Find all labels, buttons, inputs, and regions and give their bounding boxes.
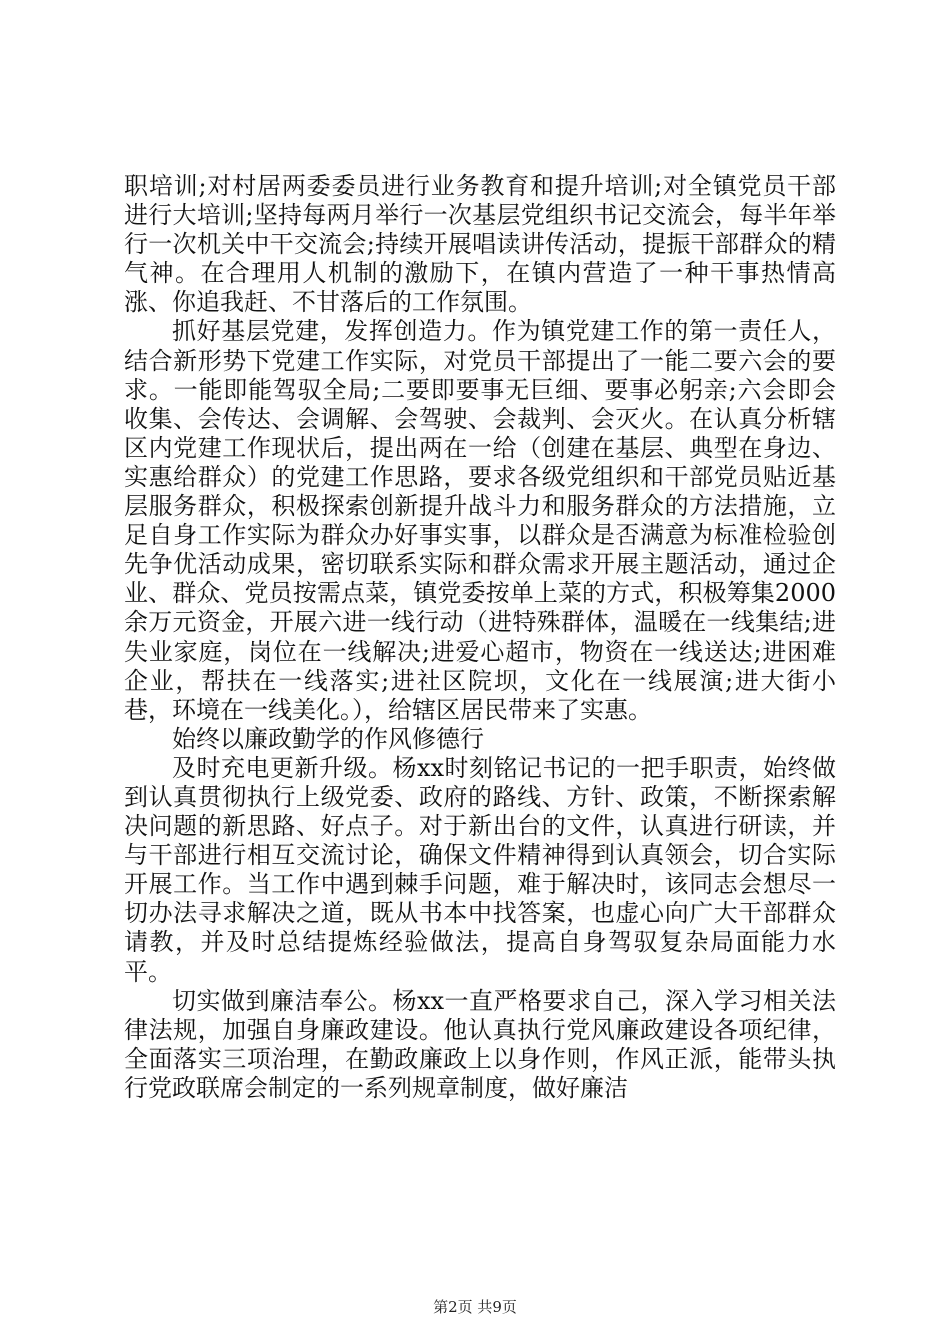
document-body (124, 172, 836, 1103)
page-footer: 第2页 共9页 (433, 1298, 517, 1316)
paragraph-party-building: 抓好基层党建，发挥创造力。作为镇党建工作的第一责任人，结合新形势下党建工作实际，对党员干部提出了一能二要六会的要求。一能即能驾驭全局;二要即要事无巨细、要事必躬亲;六会即会收集、会传达、会调解、会驾驶、会裁判、会灭火。在认真分析辖区内党建工作现状后，提出两在一给（创建在基层、典型在身边、实惠给群众）的党建工作思路，要求各级党组织和干部党员贴近基层服务群众，积极探索创新提升战斗力和服务群众的方法措施，立足自身工作实际为群众办好事实事，以群众是否满意为标准检验创先争优活动成果，密切联系实际和群众需求开展主题活动，通过企业、群众、党员按需点菜，镇党委按单上菜的方式，积极筹集2000余万元资金，开展六进一线行动（进特殊群体，温暖在一线集结;进失业家庭，岗位在一线解决;进爱心超市，物资在一线送达;进困难企业，帮扶在一线落实;进社区院坝，文化在一线展演;进大街小巷，环境在一线美化。），给辖区居民带来了实惠。 (124, 317, 836, 724)
paragraph-study: 及时充电更新升级。杨xx时刻铭记书记的一把手职责，始终做到认真贯彻执行上级党委、政府的路线、方针、政策，不断探索解决问题的新思路、好点子。对于新出台的文件，认真进行研读，并与干部进行相互交流讨论，确保文件精神得到认真领会，切合实际开展工作。当工作中遇到棘手问题，难于解决时，该同志会想尽一切办法寻求解决之道，既从书本中找答案，也虚心向广大干部群众请教，并及时总结提炼经验做法，提高自身驾驭复杂局面能力水平。 (124, 753, 836, 986)
paragraph-training: 职培训;对村居两委委员进行业务教育和提升培训;对全镇党员干部进行大培训;坚持每两月举行一次基层党组织书记交流会，每半年举行一次机关中干交流会;持续开展唱读讲传活动，提振干部群众的精气神。在合理用人机制的激励下，在镇内营造了一种干事热情高涨、你追我赶、不甘落后的工作氛围。 (124, 172, 836, 317)
section-heading: 始终以廉政勤学的作风修德行 (172, 724, 484, 753)
paragraph-integrity: 切实做到廉洁奉公。杨xx一直严格要求自己，深入学习相关法律法规，加强自身廉政建设。他认真执行党风廉政建设各项纪律，全面落实三项治理，在勤政廉政上以身作则，作风正派，能带头执行党政联席会制定的一系列规章制度，做好廉洁 (124, 986, 836, 1102)
